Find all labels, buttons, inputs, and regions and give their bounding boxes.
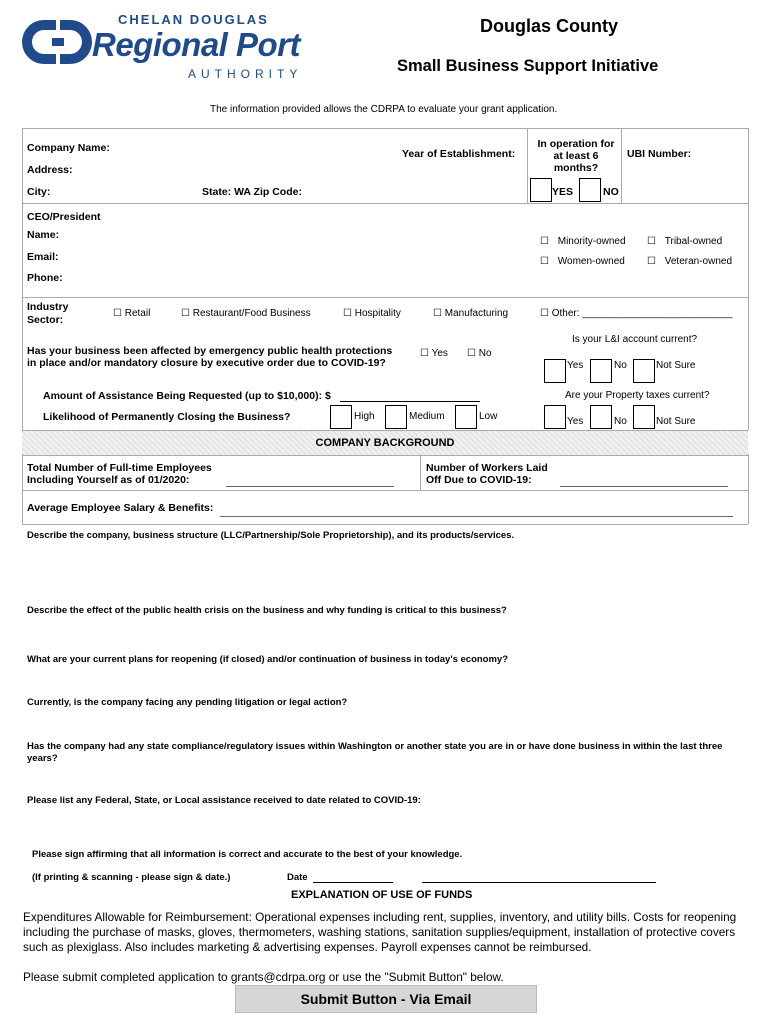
question-litigation: Currently, is the company facing any pending litigation or legal action? xyxy=(27,697,348,708)
property-notsure-label: Not Sure xyxy=(656,416,696,427)
other-label: Other: ___________________________ xyxy=(551,308,733,319)
ceo-label: CEO/President xyxy=(27,211,101,223)
employees-field[interactable] xyxy=(226,476,394,487)
date-label: Date xyxy=(287,872,308,883)
logo-line2: Regional Port xyxy=(92,26,301,63)
veteran-checkbox[interactable]: ☐ Veteran-owned xyxy=(647,256,733,267)
cd-logo-icon xyxy=(22,14,94,74)
operation-yes-label: YES xyxy=(552,186,574,198)
likelihood-medium-checkbox[interactable] xyxy=(385,405,407,429)
initiative-title: Small Business Support Initiative xyxy=(397,57,659,75)
address-label: Address: xyxy=(27,164,73,176)
likelihood-high-label: High xyxy=(354,411,375,422)
question-reopening: What are your current plans for reopening (if closed) and/or continuation of business in today's economy? xyxy=(27,654,509,665)
likelihood-medium-label: Medium xyxy=(409,411,445,422)
logo-line3: AUTHORITY xyxy=(188,67,303,81)
logo xyxy=(22,10,362,82)
property-no-label: No xyxy=(614,416,627,427)
li-question: Is your L&I account current? xyxy=(572,334,698,345)
affirm-text: Please sign affirming that all information is correct and accurate to the best of your knowledge. xyxy=(32,849,463,860)
intro-text: The information provided allows the CDRPA to evaluate your grant application. xyxy=(210,104,558,115)
date-field[interactable] xyxy=(313,872,393,883)
background-title: COMPANY BACKGROUND xyxy=(315,437,455,449)
laid-off-label: Number of Workers Laid Off Due to COVID-19: xyxy=(426,462,548,486)
women-checkbox[interactable]: ☐ Women-owned xyxy=(540,256,625,267)
question-assistance: Please list any Federal, State, or Local assistance received to date related to COVID-19: xyxy=(27,795,421,806)
property-yes-label: Yes xyxy=(567,416,584,427)
likelihood-low-checkbox[interactable] xyxy=(455,405,477,429)
submit-note: Please submit completed application to grants@cdrpa.org or use the "Submit Button" below. xyxy=(23,970,504,984)
ubi-label: UBI Number: xyxy=(627,148,692,160)
li-no-label: No xyxy=(614,360,627,371)
hospitality-label: Hospitality xyxy=(354,308,401,319)
women-label: Women-owned xyxy=(557,256,625,267)
assistance-amount-label: Amount of Assistance Being Requested (up to $10,000): $ xyxy=(43,390,331,402)
operation-no-checkbox[interactable] xyxy=(579,178,601,202)
company-name-label: Company Name: xyxy=(27,142,110,154)
funds-title: EXPLANATION OF USE OF FUNDS xyxy=(291,889,473,901)
restaurant-label: Restaurant/Food Business xyxy=(192,308,311,319)
employees-label: Total Number of Full-time Employees Including Yourself as of 01/2020: xyxy=(27,462,212,486)
manufacturing-checkbox[interactable]: ☐ Manufacturing xyxy=(433,308,509,319)
phone-label: Phone: xyxy=(27,272,63,284)
email-label: Email: xyxy=(27,251,59,263)
background-band xyxy=(22,430,748,456)
printing-note: (If printing & scanning - please sign & date.) xyxy=(32,872,231,883)
laid-off-field[interactable] xyxy=(560,476,728,487)
retail-label: Retail xyxy=(124,308,151,319)
operation-no-label: NO xyxy=(603,186,619,198)
assistance-amount-field[interactable] xyxy=(340,389,480,402)
affected-yes-label: Yes xyxy=(431,348,448,359)
affected-no-checkbox[interactable]: ☐ No xyxy=(467,348,492,359)
li-no-checkbox[interactable] xyxy=(590,359,612,383)
retail-checkbox[interactable]: ☐ Retail xyxy=(113,308,151,319)
li-notsure-checkbox[interactable] xyxy=(633,359,655,383)
in-operation-label: In operation for at least 6 months? xyxy=(537,138,615,174)
manufacturing-label: Manufacturing xyxy=(444,308,509,319)
county-title: Douglas County xyxy=(480,16,618,36)
affected-question: Has your business been affected by emergency public health protections in place and/or mandatory closure by executive order due to COVID-19? xyxy=(27,345,393,369)
property-question: Are your Property taxes current? xyxy=(565,390,710,401)
tribal-checkbox[interactable]: ☐ Tribal-owned xyxy=(647,236,723,247)
logo-line1: CHELAN DOUGLAS xyxy=(118,12,269,27)
city-label: City: xyxy=(27,186,51,198)
likelihood-low-label: Low xyxy=(479,411,498,422)
question-compliance: Has the company had any state compliance/regulatory issues within Washington or another state you are in or have done business in within the last three years? xyxy=(27,741,723,764)
question-company: Describe the company, business structure (LLC/Partnership/Sole Proprietorship), and its products/services. xyxy=(27,530,515,541)
submit-button[interactable]: Submit Button - Via Email xyxy=(235,985,537,1013)
veteran-label: Veteran-owned xyxy=(664,256,733,267)
property-yes-checkbox[interactable] xyxy=(544,405,566,429)
other-checkbox[interactable]: ☐ Other: ___________________________ xyxy=(540,308,733,319)
property-no-checkbox[interactable] xyxy=(590,405,612,429)
hospitality-checkbox[interactable]: ☐ Hospitality xyxy=(343,308,401,319)
name-label: Name: xyxy=(27,229,60,241)
li-yes-checkbox[interactable] xyxy=(544,359,566,383)
tribal-label: Tribal-owned xyxy=(664,236,723,247)
salary-label: Average Employee Salary & Benefits: xyxy=(27,502,214,514)
affected-yes-checkbox[interactable]: ☐ Yes xyxy=(420,348,448,359)
sector-label: Industry Sector: xyxy=(27,301,69,326)
signature-field[interactable] xyxy=(422,872,656,883)
year-est-label: Year of Establishment: xyxy=(402,148,516,160)
minority-checkbox[interactable]: ☐ Minority-owned xyxy=(540,236,626,247)
salary-field[interactable] xyxy=(220,506,733,517)
li-notsure-label: Not Sure xyxy=(656,360,696,371)
property-notsure-checkbox[interactable] xyxy=(633,405,655,429)
restaurant-checkbox[interactable]: ☐ Restaurant/Food Business xyxy=(181,308,311,319)
funds-text: Expenditures Allowable for Reimbursement: Operational expenses including rent, supplies, inventory, and utility bills. Costs for reopening including the purchase of masks, gloves, thermometers, washing stations, sanitation supplies/equipment, installation of protective covers such as plexiglass. Also includes marketing & advertising expenses. Payroll expenses cannot be reimbursed. xyxy=(23,910,737,954)
minority-label: Minority-owned xyxy=(557,236,626,247)
likelihood-label: Likelihood of Permanently Closing the Business? xyxy=(43,411,291,423)
operation-yes-checkbox[interactable] xyxy=(530,178,552,202)
state-zip-label: State: WA Zip Code: xyxy=(202,186,302,198)
question-effect: Describe the effect of the public health crisis on the business and why funding is critical to this business? xyxy=(27,605,507,616)
li-yes-label: Yes xyxy=(567,360,584,371)
affected-no-label: No xyxy=(478,348,492,359)
likelihood-high-checkbox[interactable] xyxy=(330,405,352,429)
